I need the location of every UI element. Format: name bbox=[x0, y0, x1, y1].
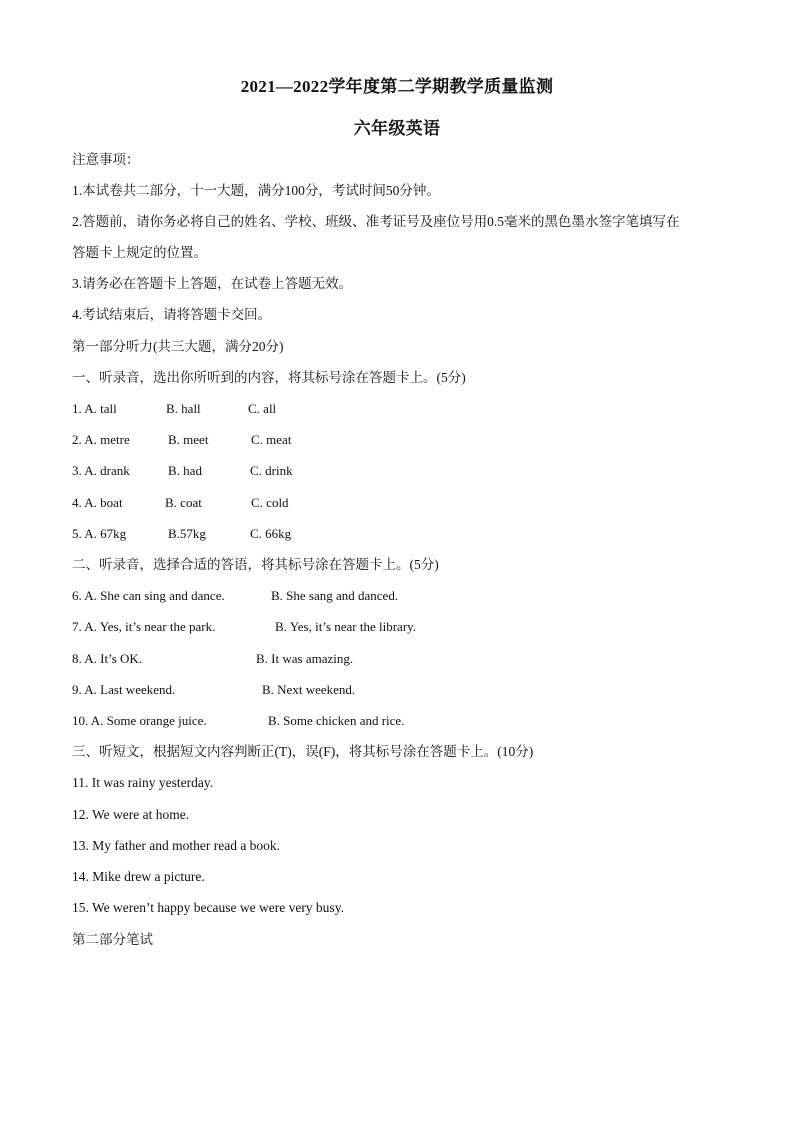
option-b: B. Some chicken and rice. bbox=[268, 713, 405, 728]
note-item: 答题卡上规定的位置。 bbox=[72, 245, 207, 260]
option-a: 8. A. It’s OK. bbox=[72, 651, 143, 666]
note-item: 2.答题前，请你务必将自己的姓名、学校、班级、准考证号及座位号用0.5毫米的黑色墨水签字笔填写在 bbox=[72, 214, 680, 229]
statement-item: 13. My father and mother read a book. bbox=[72, 838, 281, 853]
option-b: B. had bbox=[168, 463, 202, 478]
note-item: 1.本试卷共二部分，十一大题，满分100分，考试时间50分钟。 bbox=[72, 183, 440, 198]
option-b: B.57kg bbox=[168, 526, 206, 541]
option-b: B. hall bbox=[166, 401, 201, 416]
option-b: B. It was amazing. bbox=[256, 651, 354, 666]
statement-item: 11. It was rainy yesterday. bbox=[72, 775, 214, 790]
option-b: B. She sang and danced. bbox=[271, 588, 399, 603]
option-a: 4. A. boat bbox=[72, 495, 123, 510]
option-b: B. meet bbox=[168, 432, 209, 447]
option-a: 3. A. drank bbox=[72, 463, 130, 478]
statement-item: 12. We were at home. bbox=[72, 807, 190, 822]
option-b: B. Next weekend. bbox=[262, 682, 356, 697]
section1-instruction: 一、听录音，选出你所听到的内容，将其标号涂在答题卡上。(5分) bbox=[72, 370, 466, 385]
part1-heading: 第一部分听力(共三大题，满分20分) bbox=[72, 339, 284, 354]
option-b: B. Yes, it’s near the library. bbox=[275, 619, 417, 634]
option-a: 1. A. tall bbox=[72, 401, 117, 416]
exam-title: 2021—2022学年度第二学期教学质量监测 bbox=[240, 77, 554, 96]
option-c: C. cold bbox=[251, 495, 289, 510]
note-item: 4.考试结束后，请将答题卡交回。 bbox=[72, 307, 272, 322]
option-a: 7. A. Yes, it’s near the park. bbox=[72, 619, 216, 634]
option-c: C. 66kg bbox=[250, 526, 292, 541]
option-b: B. coat bbox=[165, 495, 202, 510]
option-a: 2. A. metre bbox=[72, 432, 130, 447]
notes-heading: 注意事项： bbox=[72, 152, 140, 167]
note-item: 3.请务必在答题卡上答题，在试卷上答题无效。 bbox=[72, 276, 353, 291]
part2-heading: 第二部分笔试 bbox=[72, 932, 153, 947]
option-a: 10. A. Some orange juice. bbox=[72, 713, 207, 728]
option-a: 5. A. 67kg bbox=[72, 526, 127, 541]
statement-item: 14. Mike drew a picture. bbox=[72, 869, 205, 884]
option-c: C. meat bbox=[251, 432, 292, 447]
statement-item: 15. We weren’t happy because we were very busy. bbox=[72, 900, 344, 915]
option-a: 9. A. Last weekend. bbox=[72, 682, 176, 697]
exam-subtitle: 六年级英语 bbox=[353, 119, 441, 138]
option-c: C. drink bbox=[250, 463, 293, 478]
section3-instruction: 三、听短文，根据短文内容判断正(T)，误(F)，将其标号涂在答题卡上。(10分) bbox=[72, 744, 534, 759]
option-a: 6. A. She can sing and dance. bbox=[72, 588, 225, 603]
section2-instruction: 二、听录音，选择合适的答语，将其标号涂在答题卡上。(5分) bbox=[72, 557, 439, 572]
option-c: C. all bbox=[248, 401, 277, 416]
